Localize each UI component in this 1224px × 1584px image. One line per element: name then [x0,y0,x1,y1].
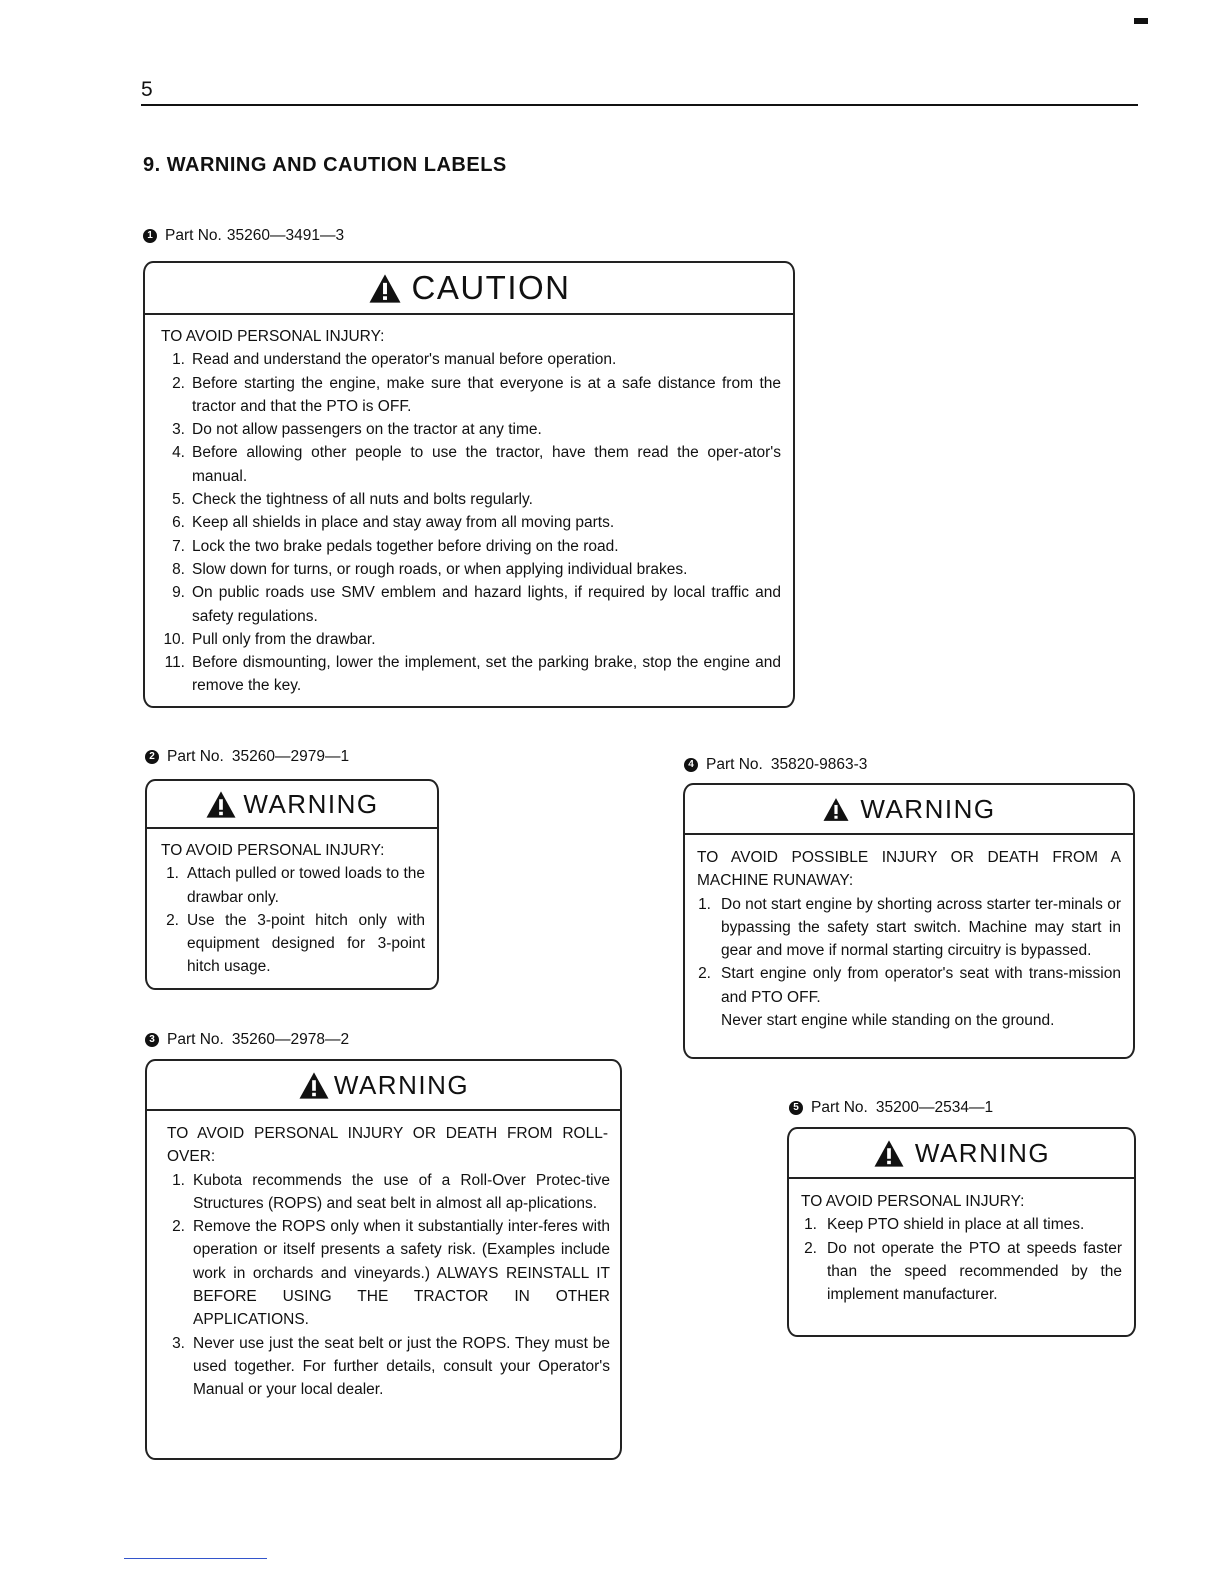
section-title: 9. WARNING AND CAUTION LABELS [143,154,507,176]
caution-label-1 [143,261,795,708]
part-number-2 [145,748,349,766]
label-lead: TO AVOID PERSONAL INJURY: [161,328,385,345]
part-number-1 [143,227,344,245]
label-body [685,835,1133,1032]
label-header [147,781,437,829]
badge-4: 4 [684,758,698,772]
corner-mark [1134,18,1148,24]
part-number-4 [684,756,867,774]
list-item: 2. Start engine only from operator's seat with trans-mission and PTO OFF. [698,965,1121,1006]
badge-5: 5 [789,1101,803,1115]
part-number-3 [145,1031,349,1049]
signal-word: WARNING [333,1069,470,1100]
part-code: 35260—3491—3 [226,227,345,244]
warning-label-3 [145,1059,622,1460]
label-body [147,829,437,979]
list-item: 3. Do not allow passengers on the tractor at any time. [172,421,542,439]
list-item: 7. Lock the two brake pedals together before driving on the road. [172,537,619,555]
list-item: 10. Pull only from the drawbar. [163,630,376,648]
list-item: 1. Kubota recommends the use of a Roll-Over Protec-tive Structures (ROPS) and seat belt in almost all ap-plications. [172,1171,610,1212]
list-item: 9. On public roads use SMV emblem and hazard lights, if required by local traffic and safety regulations. [172,584,781,625]
hazard-triangle-icon [205,790,237,819]
label-header [789,1129,1134,1179]
part-prefix: Part No. [167,748,224,765]
list-item: 2. Do not operate the PTO at speeds faster than the speed recommended by the implement manufacturer. [804,1239,1122,1304]
warning-label-4 [683,783,1135,1059]
label-body [145,315,793,698]
signal-word: WARNING [860,793,996,824]
hazard-triangle-icon [298,1071,330,1100]
list-item: Never start engine while standing on the ground. [721,1012,1055,1030]
part-code: 35260—2978—2 [231,1031,350,1048]
warning-label-5 [787,1127,1136,1337]
list-item: 4. Before allowing other people to use the tractor, have them read the oper-ator's manual. [172,444,781,485]
part-prefix: Part No. [165,227,222,244]
list-item: 11. Before dismounting, lower the implement, set the parking brake, stop the engine and remove the key. [164,654,781,695]
label-lead: TO AVOID POSSIBLE INJURY OR DEATH FROM A MACHINE RUNAWAY: [697,849,1121,890]
part-code: 35260—2979—1 [231,748,350,765]
part-prefix: Part No. [811,1099,868,1116]
part-number-5 [789,1099,993,1117]
part-code: 35820-9863-3 [770,756,868,773]
hazard-triangle-icon [368,273,402,304]
label-header [685,785,1133,835]
signal-word: WARNING [914,1137,1051,1168]
label-body [147,1111,620,1402]
hazard-triangle-icon [822,797,850,822]
list-item: 2. Before starting the engine, make sure that everyone is at a safe distance from the tractor and that the PTO is OFF. [172,374,781,415]
list-item: 1. Attach pulled or towed loads to the drawbar only. [166,865,425,906]
label-header [147,1061,620,1111]
warning-label-2 [145,779,439,990]
list-item: 5. Check the tightness of all nuts and bolts regularly. [172,491,533,509]
header-rule [141,104,1138,106]
hazard-triangle-icon [873,1139,905,1168]
footer-rule [124,1558,267,1559]
signal-word: WARNING [243,788,379,819]
part-prefix: Part No. [167,1031,224,1048]
badge-2: 2 [145,750,159,764]
list-item: 3. Never use just the seat belt or just the ROPS. They must be used together. For further details, consult your Operator's Manual or your local dealer. [172,1334,610,1399]
label-lead: TO AVOID PERSONAL INJURY: [161,842,385,859]
badge-1: 1 [143,229,157,243]
label-lead: TO AVOID PERSONAL INJURY: [801,1193,1025,1210]
list-item: 2. Remove the ROPS only when it substantially inter-feres with operation or itself presents a safety risk. (Examples include work in orchards and vineyards.) ALWAYS REINSTALL IT BEFORE USING THE TRACTOR IN OTHER APPLICATIONS. [172,1218,610,1329]
label-header [145,263,793,315]
page-number: 5 [141,78,153,101]
signal-word: CAUTION [411,269,571,306]
list-item: 1. Read and understand the operator's manual before operation. [172,351,617,369]
list-item: 6. Keep all shields in place and stay away from all moving parts. [172,514,615,532]
part-code: 35200—2534—1 [875,1099,994,1116]
badge-3: 3 [145,1033,159,1047]
list-item: 1. Keep PTO shield in place at all times. [804,1216,1085,1234]
list-item: 8. Slow down for turns, or rough roads, or when applying individual brakes. [172,560,688,578]
list-item: 1. Do not start engine by shorting across starter ter-minals or bypassing the safety start switch. Machine may start in gear and move if normal starting circuitry is bypassed. [698,895,1121,960]
list-item: 2. Use the 3-point hitch only with equipment designed for 3-point hitch usage. [166,911,425,976]
part-prefix: Part No. [706,756,763,773]
label-lead: TO AVOID PERSONAL INJURY OR DEATH FROM ROLL-OVER: [167,1125,608,1166]
label-body [789,1179,1134,1306]
